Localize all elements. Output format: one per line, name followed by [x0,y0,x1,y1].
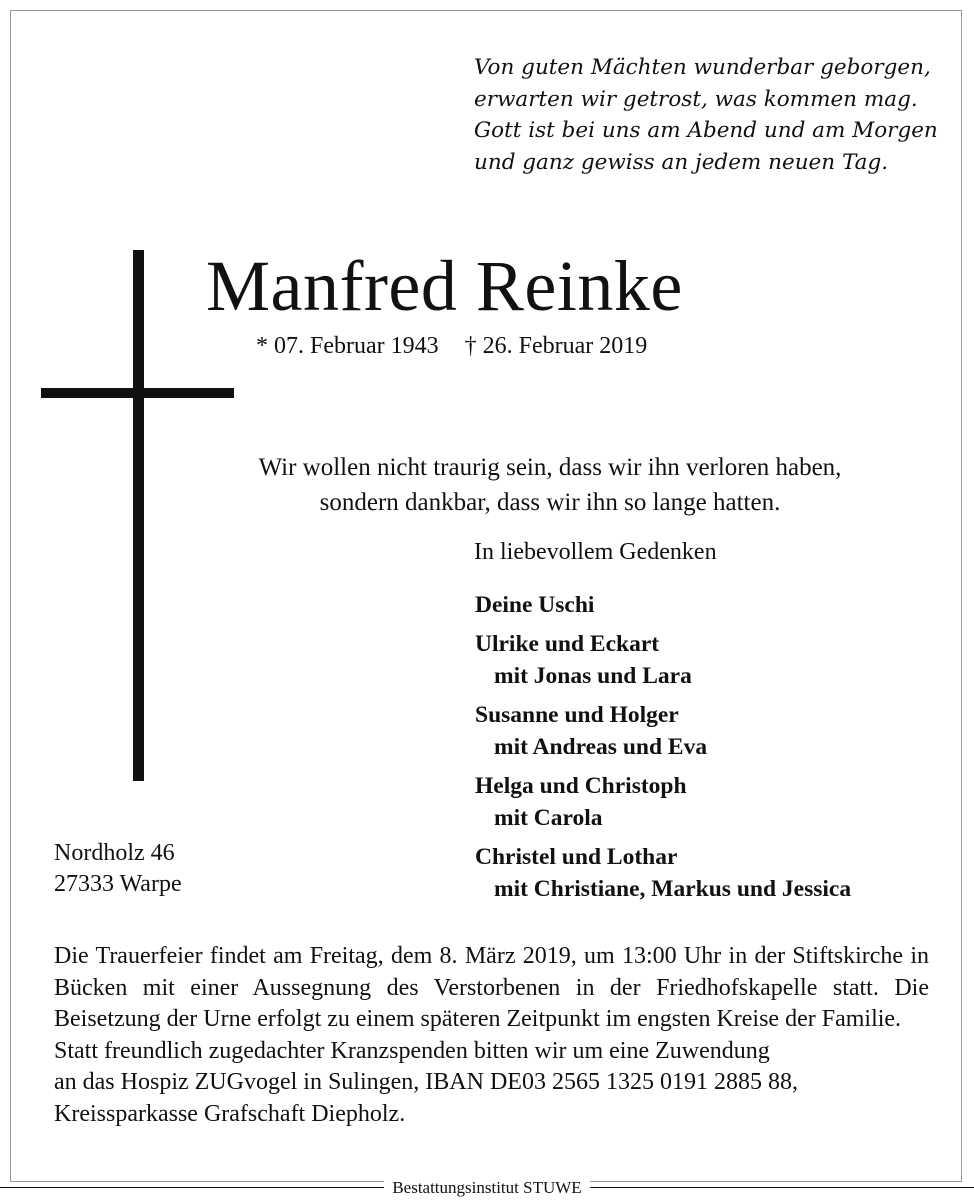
notice-line: an das Hospiz ZUGvogel in Sulingen, IBAN DE03 2565 1325 0191 2885 88, [54,1069,798,1095]
poem-line: Von guten Mächten wunderbar geborgen, [474,55,931,80]
family-group [475,841,851,905]
family-member: Ulrike und Eckart [475,631,660,657]
funeral-home-name: Bestattungsinstitut STUWE [384,1178,589,1197]
family-group [475,770,851,834]
address [54,838,182,900]
family-children: mit Carola [494,805,603,831]
family-member: Helga und Christoph [475,773,687,799]
cross-vertical-bar [133,250,144,781]
poem-line: Gott ist bei uns am Abend und am Morgen [474,118,938,143]
family-group [475,628,851,692]
family-member: Susanne und Holger [475,702,679,728]
quote-line: Wir wollen nicht traurig sein, dass wir ihn verloren haben, [258,454,842,481]
family-children: mit Andreas und Eva [494,734,708,760]
poem-line: und ganz gewiss an jedem neuen Tag. [474,149,889,175]
family-group [475,699,851,763]
family-list [475,589,851,912]
family-member: Christel und Lothar [475,844,678,870]
notice-line: Kreissparkasse Grafschaft Diepholz. [54,1100,406,1127]
family-group [475,589,851,621]
address-city: 27333 Warpe [54,871,182,897]
cross-horizontal-bar [41,388,234,398]
footer [0,1177,974,1199]
death-date: † 26. Februar 2019 [464,333,648,359]
memorial-quote [180,450,920,520]
notice-paragraph-ceremony: Die Trauerfeier findet am Freitag, dem 8. März 2019, um 13:00 Uhr in der Stiftskirche in Bücken mit einer Aussegnung des Verstorbenen in der Friedhofskapelle statt. Die Beisetzung der Urne erfolgt zu einem späteren Zeitpunkt im engsten Kreise der Familie. [54,943,929,1032]
notice-line: Statt freundlich zugedachter Kranzspenden bitten wir um eine Zuwendung [54,1037,770,1064]
birth-date: * 07. Februar 1943 [256,333,439,359]
family-children: mit Jonas und Lara [494,663,692,689]
deceased-name: Manfred Reinke [206,246,683,326]
family-children: mit Christiane, Markus und Jessica [494,876,852,902]
poem [474,52,938,178]
quote-line: sondern dankbar, dass wir ihn so lange hatten. [319,489,781,516]
address-street: Nordholz 46 [54,840,175,866]
poem-line: erwarten wir getrost, was kommen mag. [474,86,918,112]
funeral-notice [54,941,929,1130]
family-member: Deine Uschi [475,592,595,618]
life-dates [256,330,673,362]
in-memory-heading: In liebevollem Gedenken [474,539,717,565]
